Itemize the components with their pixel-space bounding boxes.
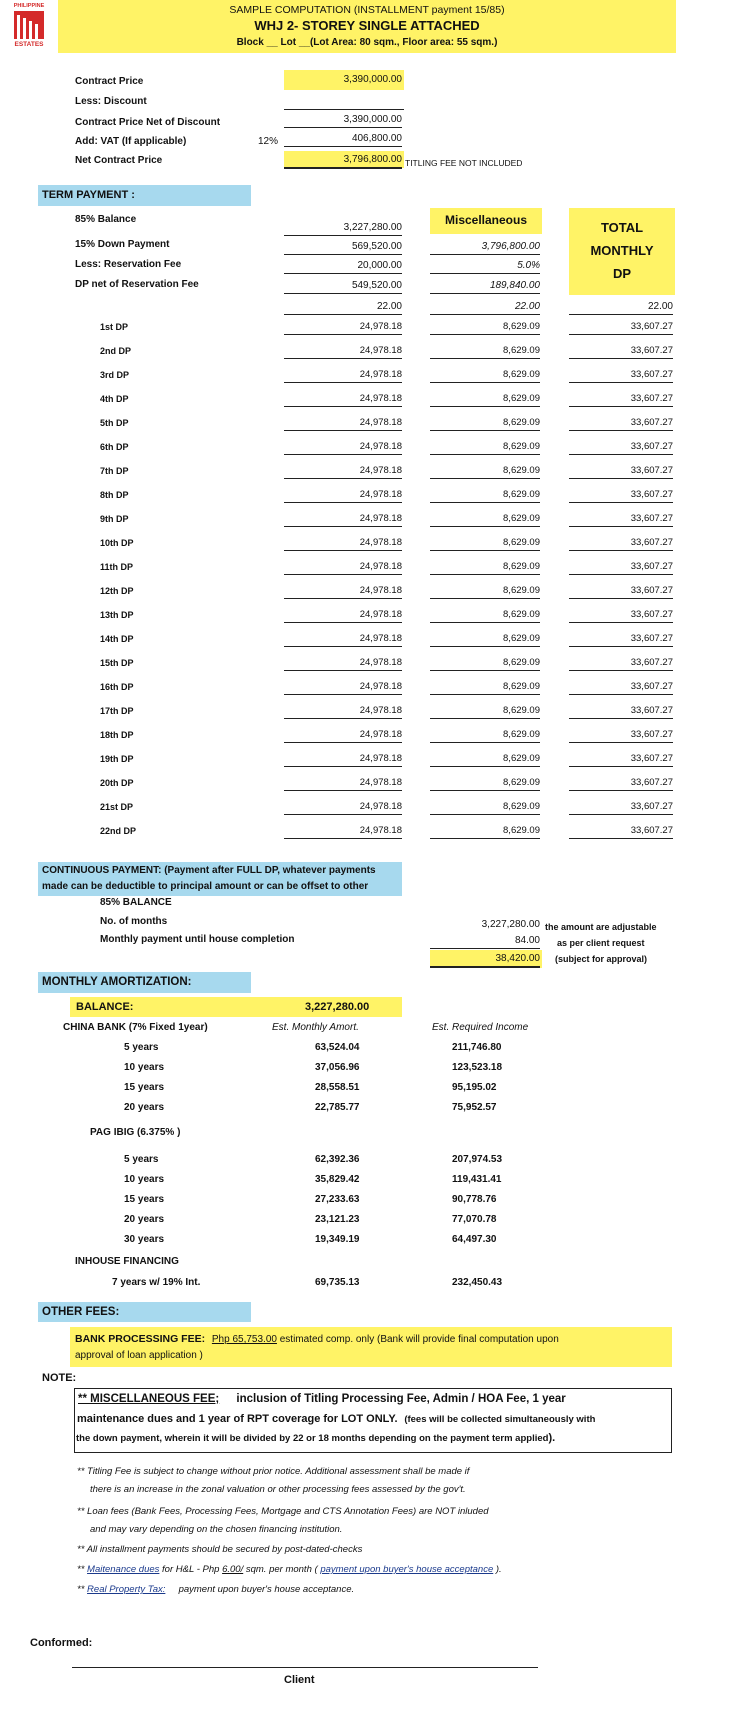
balance-85-label: 85% Balance	[75, 214, 137, 225]
dp-row-label: 3rd DP	[100, 370, 130, 380]
col-est-income: Est. Required Income	[432, 1022, 529, 1033]
dp-row-misc: 8,629.09	[430, 752, 540, 767]
dp-row-misc: 8,629.09	[430, 656, 540, 671]
real-property-tax-link[interactable]: Real Property Tax:	[87, 1584, 166, 1595]
dp-row-total: 33,607.27	[569, 584, 673, 599]
logo-top-text: PHILIPPINE	[13, 3, 45, 9]
bank-fee-text: estimated comp. only (Bank will provide final computation upon	[276, 1334, 559, 1345]
dp-row-total: 33,607.27	[569, 728, 673, 743]
dp-row-misc: 8,629.09	[430, 632, 540, 647]
net-of-discount-value: 3,390,000.00	[284, 113, 402, 128]
dp-row-amount: 24,978.18	[284, 776, 402, 791]
dp-row-misc: 8,629.09	[430, 344, 540, 359]
dp-row-amount: 24,978.18	[284, 824, 402, 839]
misc-base: 3,796,800.00	[430, 240, 540, 255]
dp-row-amount: 24,978.18	[284, 464, 402, 479]
continuous-note-3: (subject for approval)	[555, 954, 648, 964]
dp-row-misc: 8,629.09	[430, 488, 540, 503]
inhouse-term: 7 years w/ 19% Int.	[112, 1277, 201, 1288]
note-rpt-prefix: **	[77, 1584, 88, 1595]
dp-row-total: 33,607.27	[569, 320, 673, 335]
amort-value: 28,558.51	[315, 1082, 360, 1093]
bank-fee-line-1	[75, 1332, 559, 1346]
amort-income: 90,778.76	[452, 1194, 497, 1205]
net-contract-value: 3,796,800.00	[284, 153, 402, 169]
dp-row-total: 33,607.27	[569, 464, 673, 479]
note-rpt	[77, 1583, 354, 1597]
dp-row-label: 19th DP	[100, 754, 134, 764]
misc-rate: 5.0%	[430, 259, 540, 274]
net-contract-label: Net Contract Price	[75, 155, 163, 166]
dp-row-misc: 8,629.09	[430, 536, 540, 551]
conformed-label: Conformed:	[30, 1637, 93, 1649]
note-maintenance-prefix: **	[77, 1564, 88, 1575]
contract-price-value: 3,390,000.00	[343, 74, 402, 85]
dp-row-misc: 8,629.09	[430, 824, 540, 839]
balance-85-value: 3,227,280.00	[284, 221, 402, 236]
total-header-1: TOTAL	[600, 220, 644, 235]
dp-row-total: 33,607.27	[569, 416, 673, 431]
misc-fee-text-2: maintenance dues and 1 year of RPT coverage for LOT ONLY.	[77, 1413, 398, 1425]
misc-fee-line-2	[77, 1412, 595, 1426]
dp-row-label: 21st DP	[100, 802, 134, 812]
pagibig-label: PAG IBIG (6.375% )	[90, 1127, 181, 1138]
amort-value: 27,233.63	[315, 1194, 360, 1205]
dp-row-total: 33,607.27	[569, 752, 673, 767]
header-title: WHJ 2- STOREY SINGLE ATTACHED	[254, 18, 480, 33]
dp-row-total: 33,607.27	[569, 368, 673, 383]
dp-row-total: 33,607.27	[569, 392, 673, 407]
dp-row-label: 1st DP	[100, 322, 129, 332]
misc-fee-text-3: the down payment, wherein it will be divided by 22 or 18 months depending on the payment term applied	[76, 1433, 549, 1444]
dp-row-amount: 24,978.18	[284, 704, 402, 719]
dp-row-label: 4th DP	[100, 394, 129, 404]
dp-row-label: 11th DP	[100, 562, 134, 572]
continuous-monthly-value: 38,420.00	[430, 952, 540, 968]
dp-row-label: 8th DP	[100, 490, 129, 500]
amort-term: 30 years	[124, 1234, 165, 1245]
dp-row-amount: 24,978.18	[284, 632, 402, 647]
continuous-months-value: 84.00	[430, 934, 540, 949]
amort-value: 62,392.36	[315, 1154, 360, 1165]
dp-row-label: 7th DP	[100, 466, 129, 476]
dp-row-total: 33,607.27	[569, 560, 673, 575]
maintenance-amount: 6.00/	[222, 1564, 244, 1575]
dp-row-label: 17th DP	[100, 706, 134, 716]
amort-balance-label: BALANCE:	[76, 1001, 134, 1013]
note-loan-1: ** Loan fees (Bank Fees, Processing Fees, Mortgage and CTS Annotation Fees) are NOT inluded	[77, 1506, 489, 1517]
logo-emblem-icon	[14, 11, 44, 39]
amort-value: 22,785.77	[315, 1102, 360, 1113]
amort-term: 10 years	[124, 1174, 165, 1185]
misc-fee-text-2-small: (fees will be collected simultaneously with	[404, 1414, 596, 1425]
dp-row-amount: 24,978.18	[284, 680, 402, 695]
dp-row-label: 5th DP	[100, 418, 129, 428]
header-line-3: Block __ Lot __(Lot Area: 80 sqm., Floor area: 55 sqm.)	[236, 37, 498, 48]
dp-row-misc: 8,629.09	[430, 512, 540, 527]
amort-term: 15 years	[124, 1194, 165, 1205]
note-label: NOTE:	[42, 1372, 77, 1384]
misc-fee-line-1	[78, 1392, 566, 1406]
misc-months: 22.00	[430, 300, 540, 315]
col-est-amort: Est. Monthly Amort.	[272, 1022, 359, 1033]
misc-fee-title: ** MISCELLANEOUS FEE;	[78, 1393, 220, 1405]
dp-net-value: 549,520.00	[284, 279, 402, 294]
dp-15-value: 569,520.00	[284, 240, 402, 255]
dp-row-amount: 24,978.18	[284, 752, 402, 767]
client-label: Client	[284, 1674, 315, 1686]
header-line-1: SAMPLE COMPUTATION (INSTALLMENT payment 15/85)	[229, 4, 505, 16]
dp-row-misc: 8,629.09	[430, 416, 540, 431]
dp-row-label: 12th DP	[100, 586, 134, 596]
maintenance-dues-link[interactable]: Maitenance dues	[87, 1564, 160, 1575]
amort-income: 207,974.53	[452, 1154, 503, 1165]
total-header-3: DP	[612, 266, 632, 281]
dp-row-total: 33,607.27	[569, 656, 673, 671]
amort-income: 95,195.02	[452, 1082, 497, 1093]
dp-row-label: 10th DP	[100, 538, 134, 548]
dp-row-label: 20th DP	[100, 778, 134, 788]
dp-row-misc: 8,629.09	[430, 368, 540, 383]
dp-row-label: 13th DP	[100, 610, 134, 620]
dp-row-total: 33,607.27	[569, 608, 673, 623]
dp-row-label: 2nd DP	[100, 346, 132, 356]
dp-row-total: 33,607.27	[569, 536, 673, 551]
vat-label: Add: VAT (If applicable)	[75, 136, 187, 147]
amort-value: 63,524.04	[315, 1042, 360, 1053]
net-of-discount-label: Contract Price Net of Discount	[75, 117, 221, 128]
amort-term: 10 years	[124, 1062, 165, 1073]
continuous-balance-label: 85% BALANCE	[100, 897, 172, 908]
dp-row-misc: 8,629.09	[430, 584, 540, 599]
continuous-months-label: No. of months	[100, 916, 168, 927]
dp-row-total: 33,607.27	[569, 776, 673, 791]
inhouse-amort: 69,735.13	[315, 1277, 360, 1288]
other-fees-header: OTHER FEES:	[42, 1306, 120, 1318]
misc-fee-text-1: inclusion of Titling Processing Fee, Admin / HOA Fee, 1 year	[236, 1393, 566, 1405]
dp-row-label: 22nd DP	[100, 826, 137, 836]
dp-row-misc: 8,629.09	[430, 464, 540, 479]
note-titling-1: ** Titling Fee is subject to change without prior notice. Additional assessment shall be made if	[77, 1466, 470, 1477]
amort-header: MONTHLY AMORTIZATION:	[42, 976, 192, 988]
continuous-balance-value: 3,227,280.00	[481, 919, 540, 930]
total-header-2: MONTHLY	[590, 243, 654, 258]
dp-row-amount: 24,978.18	[284, 800, 402, 815]
dp-row-misc: 8,629.09	[430, 392, 540, 407]
inhouse-label: INHOUSE FINANCING	[75, 1256, 179, 1267]
dp-row-total: 33,607.27	[569, 824, 673, 839]
inhouse-income: 232,450.43	[452, 1277, 503, 1288]
dp-row-misc: 8,629.09	[430, 608, 540, 623]
note-rpt-text: payment upon buyer's house acceptance.	[165, 1584, 355, 1595]
dp-row-amount: 24,978.18	[284, 440, 402, 455]
dp-row-label: 9th DP	[100, 514, 129, 524]
dp-row-amount: 24,978.18	[284, 392, 402, 407]
misc-fee-line-3	[76, 1431, 555, 1445]
dp-row-misc: 8,629.09	[430, 776, 540, 791]
dp-row-amount: 24,978.18	[284, 656, 402, 671]
dp-row-label: 15th DP	[100, 658, 134, 668]
dp-row-label: 16th DP	[100, 682, 134, 692]
less-discount-label: Less: Discount	[75, 96, 147, 107]
dp-row-amount: 24,978.18	[284, 320, 402, 335]
signature-line	[72, 1667, 538, 1668]
amort-income: 64,497.30	[452, 1234, 497, 1245]
dp-row-total: 33,607.27	[569, 488, 673, 503]
dp-row-total: 33,607.27	[569, 800, 673, 815]
note-pdc: ** All installment payments should be secured by post-dated-checks	[77, 1544, 363, 1555]
vat-rate: 12%	[258, 136, 279, 147]
note-titling-2: there is an increase in the zonal valuation or other processing fees assessed by the gov't.	[90, 1484, 466, 1495]
amort-income: 123,523.18	[452, 1062, 503, 1073]
dp-row-amount: 24,978.18	[284, 488, 402, 503]
dp-15-label: 15% Down Payment	[75, 239, 170, 250]
dp-row-misc: 8,629.09	[430, 800, 540, 815]
contract-price-label: Contract Price	[75, 76, 144, 87]
reservation-value: 20,000.00	[284, 259, 402, 274]
dp-row-misc: 8,629.09	[430, 560, 540, 575]
bank-fee-amount: Php 65,753.00	[211, 1334, 277, 1345]
misc-fee-text-3-end: ).	[548, 1432, 556, 1444]
dp-row-misc: 8,629.09	[430, 320, 540, 335]
amort-income: 77,070.78	[452, 1214, 497, 1225]
continuous-header-line-1: CONTINUOUS PAYMENT: (Payment after FULL DP, whatever payments	[42, 865, 376, 876]
dp-row-label: 6th DP	[100, 442, 129, 452]
amort-value: 35,829.42	[315, 1174, 360, 1185]
amort-income: 75,952.57	[452, 1102, 497, 1113]
amort-value: 23,121.23	[315, 1214, 360, 1225]
note-maintenance-end: ).	[493, 1564, 502, 1575]
dp-row-total: 33,607.27	[569, 440, 673, 455]
dp-row-amount: 24,978.18	[284, 512, 402, 527]
dp-row-amount: 24,978.18	[284, 584, 402, 599]
titling-note: TITLING FEE NOT INCLUDED	[405, 158, 523, 168]
dp-row-total: 33,607.27	[569, 512, 673, 527]
dp-row-amount: 24,978.18	[284, 416, 402, 431]
dp-row-total: 33,607.27	[569, 632, 673, 647]
dp-net-label: DP net of Reservation Fee	[75, 279, 199, 290]
dp-row-misc: 8,629.09	[430, 680, 540, 695]
note-maintenance-text: for H&L - Php	[159, 1564, 223, 1575]
china-bank-label: CHINA BANK (7% Fixed 1year)	[63, 1022, 208, 1033]
note-maintenance	[77, 1563, 502, 1577]
dp-row-total: 33,607.27	[569, 680, 673, 695]
header-banner	[58, 0, 676, 53]
note-loan-2: and may vary depending on the chosen financing institution.	[90, 1524, 343, 1535]
continuous-note-2: as per client request	[557, 938, 645, 948]
dp-row-amount: 24,978.18	[284, 536, 402, 551]
misc-total: 189,840.00	[430, 279, 540, 294]
house-acceptance-link[interactable]: payment upon buyer's house acceptance	[320, 1564, 494, 1575]
amort-income: 211,746.80	[452, 1042, 502, 1053]
amort-term: 15 years	[124, 1082, 165, 1093]
company-logo	[3, 3, 55, 49]
amort-balance-value: 3,227,280.00	[305, 1001, 370, 1013]
vat-value: 406,800.00	[284, 132, 402, 147]
continuous-note-1: the amount are adjustable	[545, 922, 657, 932]
dp-row-amount: 24,978.18	[284, 560, 402, 575]
note-maintenance-text-2: sqm. per month (	[243, 1564, 321, 1575]
reservation-label: Less: Reservation Fee	[75, 259, 182, 270]
dp-row-amount: 24,978.18	[284, 344, 402, 359]
dp-row-amount: 24,978.18	[284, 368, 402, 383]
amort-income: 119,431.41	[452, 1174, 502, 1185]
dp-row-label: 14th DP	[100, 634, 134, 644]
discount-line	[284, 109, 404, 110]
dp-row-amount: 24,978.18	[284, 728, 402, 743]
dp-row-total: 33,607.27	[569, 704, 673, 719]
dp-row-misc: 8,629.09	[430, 704, 540, 719]
continuous-monthly-label: Monthly payment until house completion	[100, 934, 295, 945]
amort-value: 19,349.19	[315, 1234, 360, 1245]
bank-fee-label: BANK PROCESSING FEE:	[75, 1333, 206, 1345]
term-payment-header: TERM PAYMENT :	[42, 189, 135, 201]
dp-row-misc: 8,629.09	[430, 728, 540, 743]
misc-header: Miscellaneous	[444, 213, 528, 227]
dp-months: 22.00	[284, 300, 402, 315]
total-months: 22.00	[569, 300, 673, 315]
dp-row-label: 18th DP	[100, 730, 134, 740]
amort-value: 37,056.96	[315, 1062, 360, 1073]
dp-row-total: 33,607.27	[569, 344, 673, 359]
amort-term: 5 years	[124, 1042, 159, 1053]
amort-term: 20 years	[124, 1214, 165, 1225]
dp-row-misc: 8,629.09	[430, 440, 540, 455]
amort-term: 20 years	[124, 1102, 165, 1113]
logo-bottom-text: ESTATES	[14, 41, 44, 48]
amort-term: 5 years	[124, 1154, 159, 1165]
dp-row-amount: 24,978.18	[284, 608, 402, 623]
continuous-header-line-2: made can be deductible to principal amount or can be offset to other	[42, 881, 369, 892]
bank-fee-line-2: approval of loan application )	[75, 1350, 203, 1361]
